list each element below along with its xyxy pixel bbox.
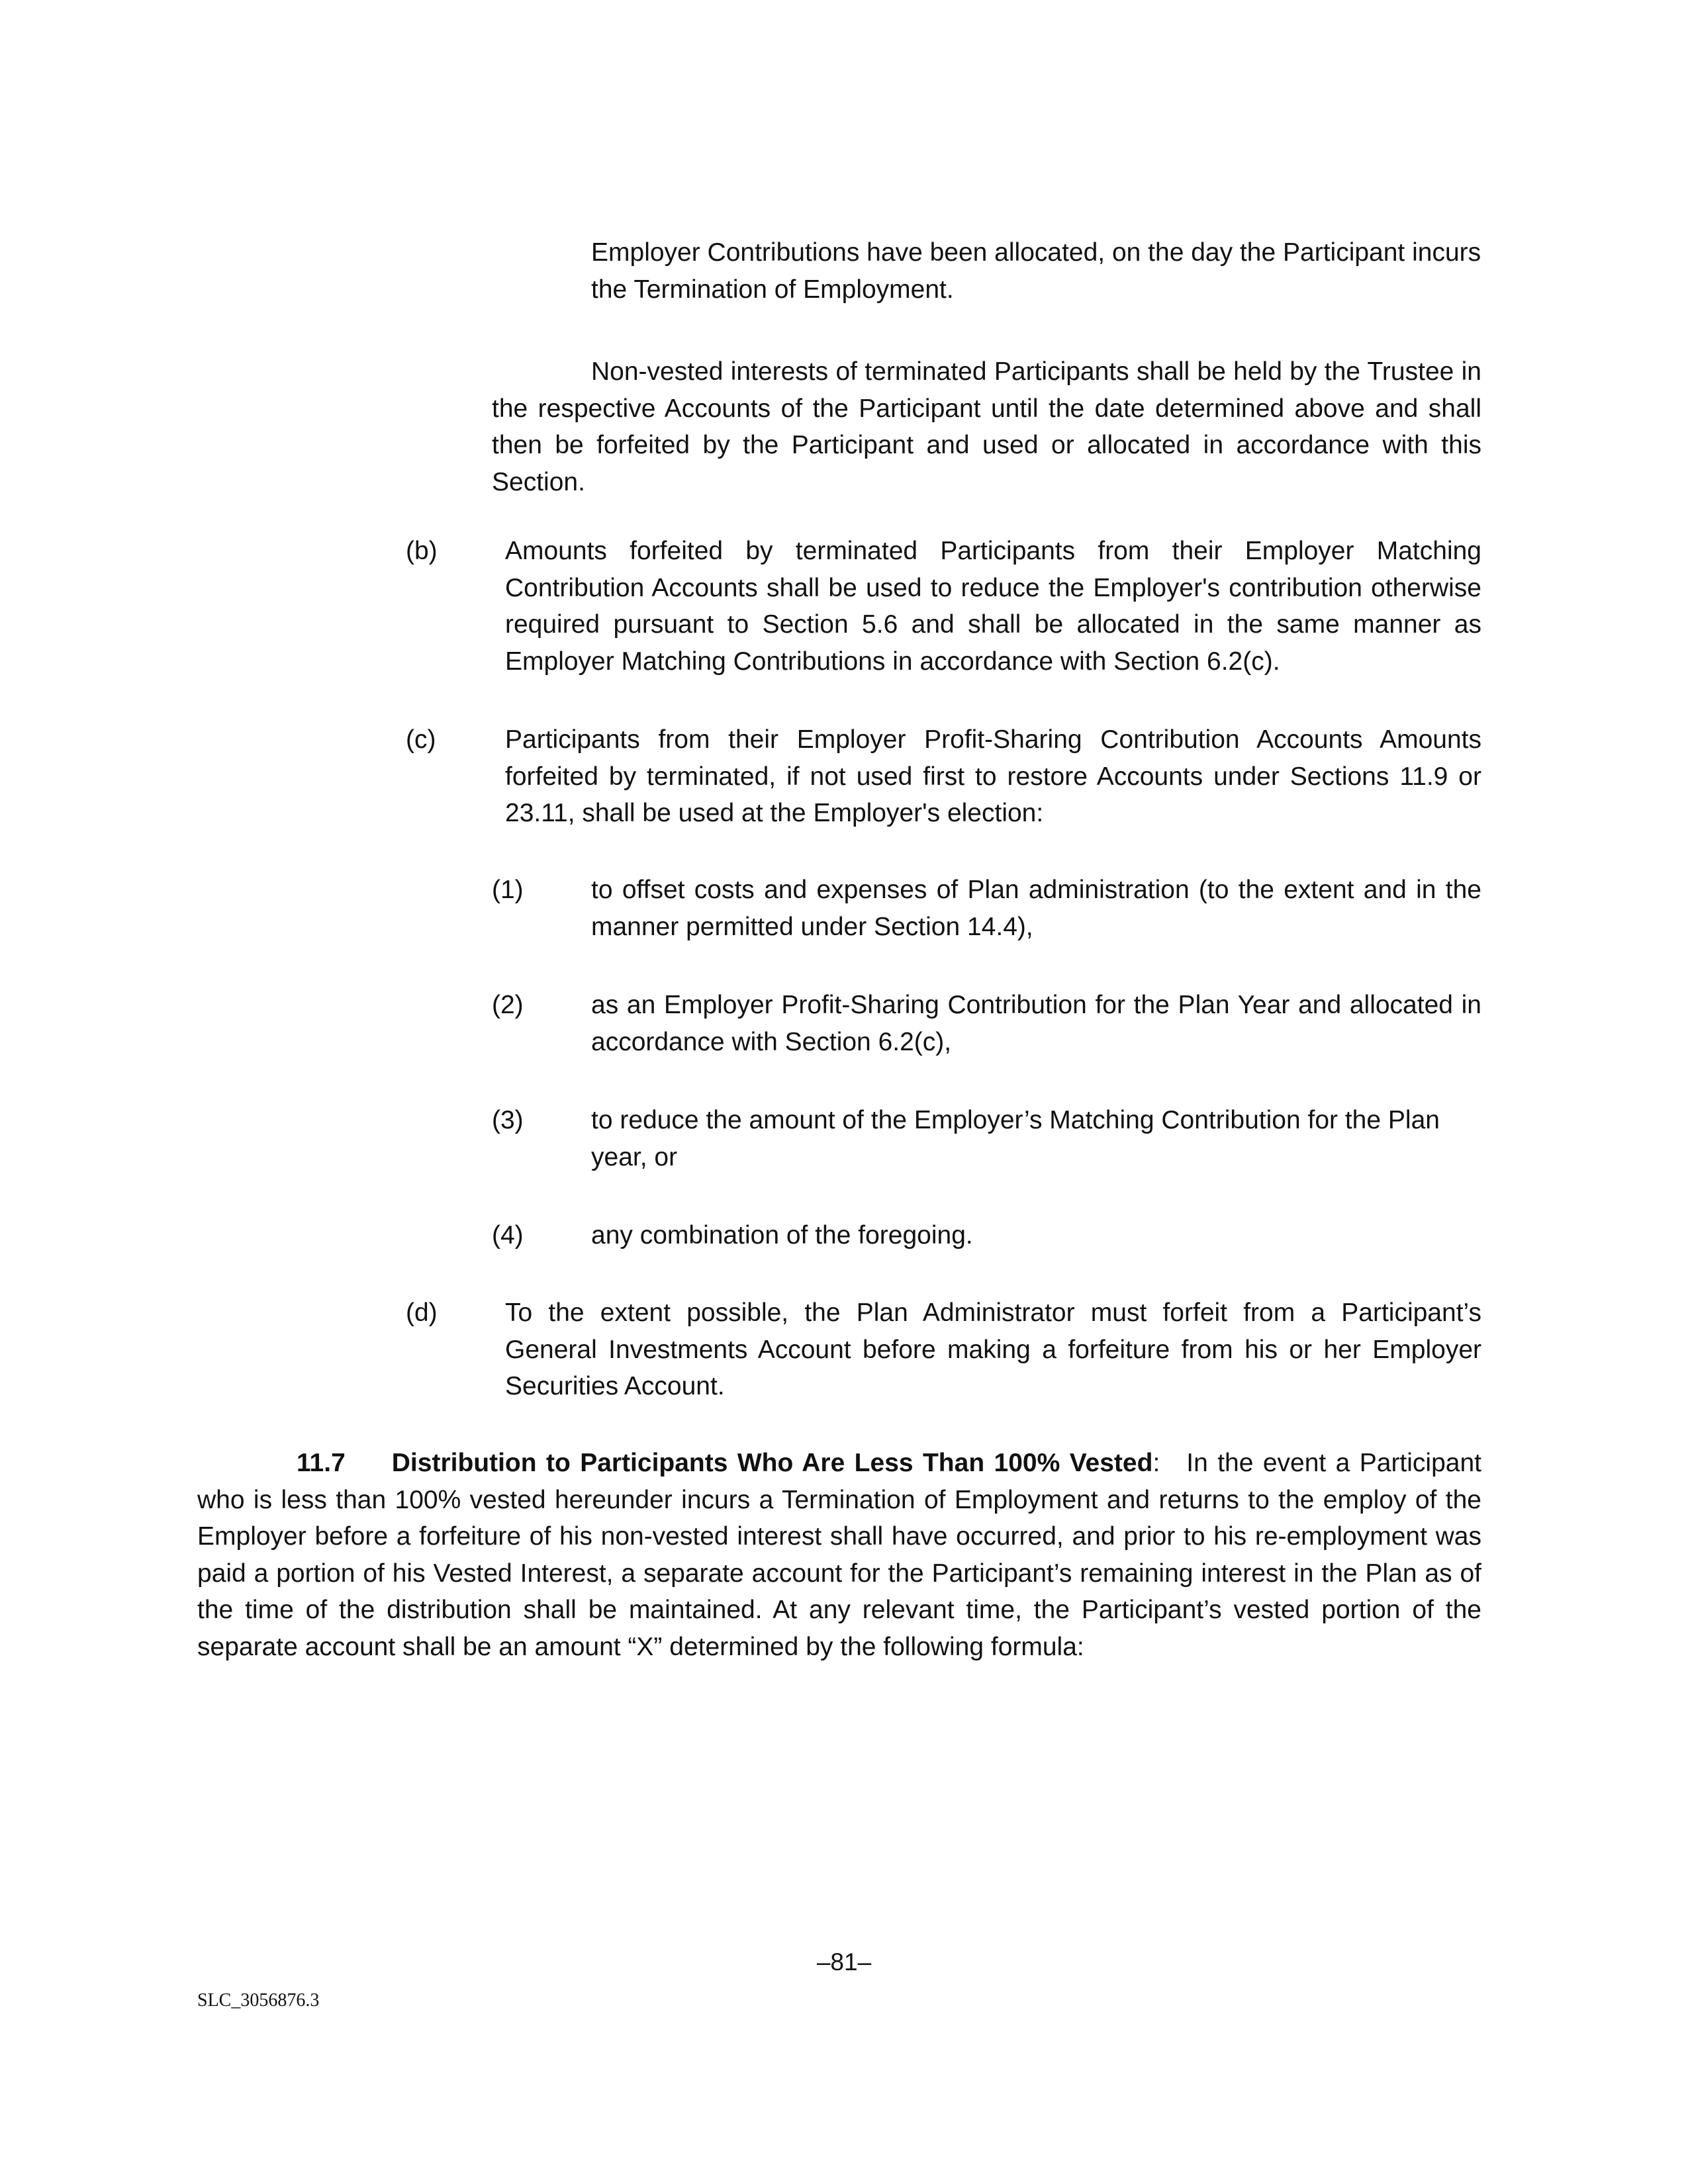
item-c-text: Participants from their Employer Profit-Sharing Contribution Accounts Amounts forfeited by terminated, if not used first to restore Accounts under Sections 11.9 or 23.11, shall be used at the Employer's election: (505, 725, 1481, 827)
item-c4-label: (4) (492, 1221, 524, 1250)
item-c2-text: as an Employer Profit-Sharing Contribution for the Plan Year and allocated in accordance with Section 6.2(c), (591, 991, 1481, 1056)
item-c4-text: any combination of the foregoing. (591, 1221, 973, 1250)
non-vested-paragraph: Non-vested interests of terminated Participants shall be held by the Trustee in the respective Accounts of the Participant until the date determined above and shall then be forfeited by the Participant and used or allocated in accordance with this Section. (492, 357, 1481, 496)
item-c-label: (c) (406, 725, 436, 754)
item-c3-text: to reduce the amount of the Employer’s Matching Contribution for the Plan year, or (591, 1106, 1440, 1171)
continuation-paragraph: Employer Contributions have been allocated, on the day the Participant incurs the Termination of Employment. (591, 238, 1481, 304)
section-title: Distribution to Participants Who Are Less Than 100% Vested (391, 1449, 1153, 1477)
section-title-colon: : (1152, 1449, 1160, 1477)
item-c2-label: (2) (492, 991, 524, 1019)
item-d-label: (d) (406, 1298, 438, 1327)
item-c3-label: (3) (492, 1106, 524, 1134)
item-c1-label: (1) (492, 876, 524, 904)
section-body: In the event a Participant who is less than 100% vested hereunder incurs a Termination of Employment and returns to the employ of the Employer before a forfeiture of his non-vested interest shall have occurred, and prior to his re-employment was paid a portion of his Vested Interest, a separate account for the Participant’s remaining interest in the Plan as of the time of the distribution shall be maintained. At any relevant time, the Participant’s vested portion of the separate account shall be an amount “X” determined by the following formula: (197, 1449, 1481, 1661)
item-b-text: Amounts forfeited by terminated Participants from their Employer Matching Contribution Accounts shall be used to reduce the Employer's contribution otherwise required pursuant to Section 5.6 and shall be allocated in the same manner as Employer Matching Contributions in accordance with Section 6.2(c). (505, 537, 1481, 676)
page-number: –81– (816, 1948, 872, 1976)
item-b-label: (b) (406, 537, 438, 565)
section-11-7-paragraph (197, 1445, 1481, 1665)
item-c1-text: to offset costs and expenses of Plan administration (to the extent and in the manner permitted under Section 14.4), (591, 876, 1481, 941)
item-d-text: To the extent possible, the Plan Administrator must forfeit from a Participant’s General Investments Account before making a forfeiture from his or her Employer Securities Account. (505, 1298, 1481, 1400)
section-number: 11.7 (297, 1449, 346, 1477)
document-id: SLC_3056876.3 (197, 1990, 320, 2011)
